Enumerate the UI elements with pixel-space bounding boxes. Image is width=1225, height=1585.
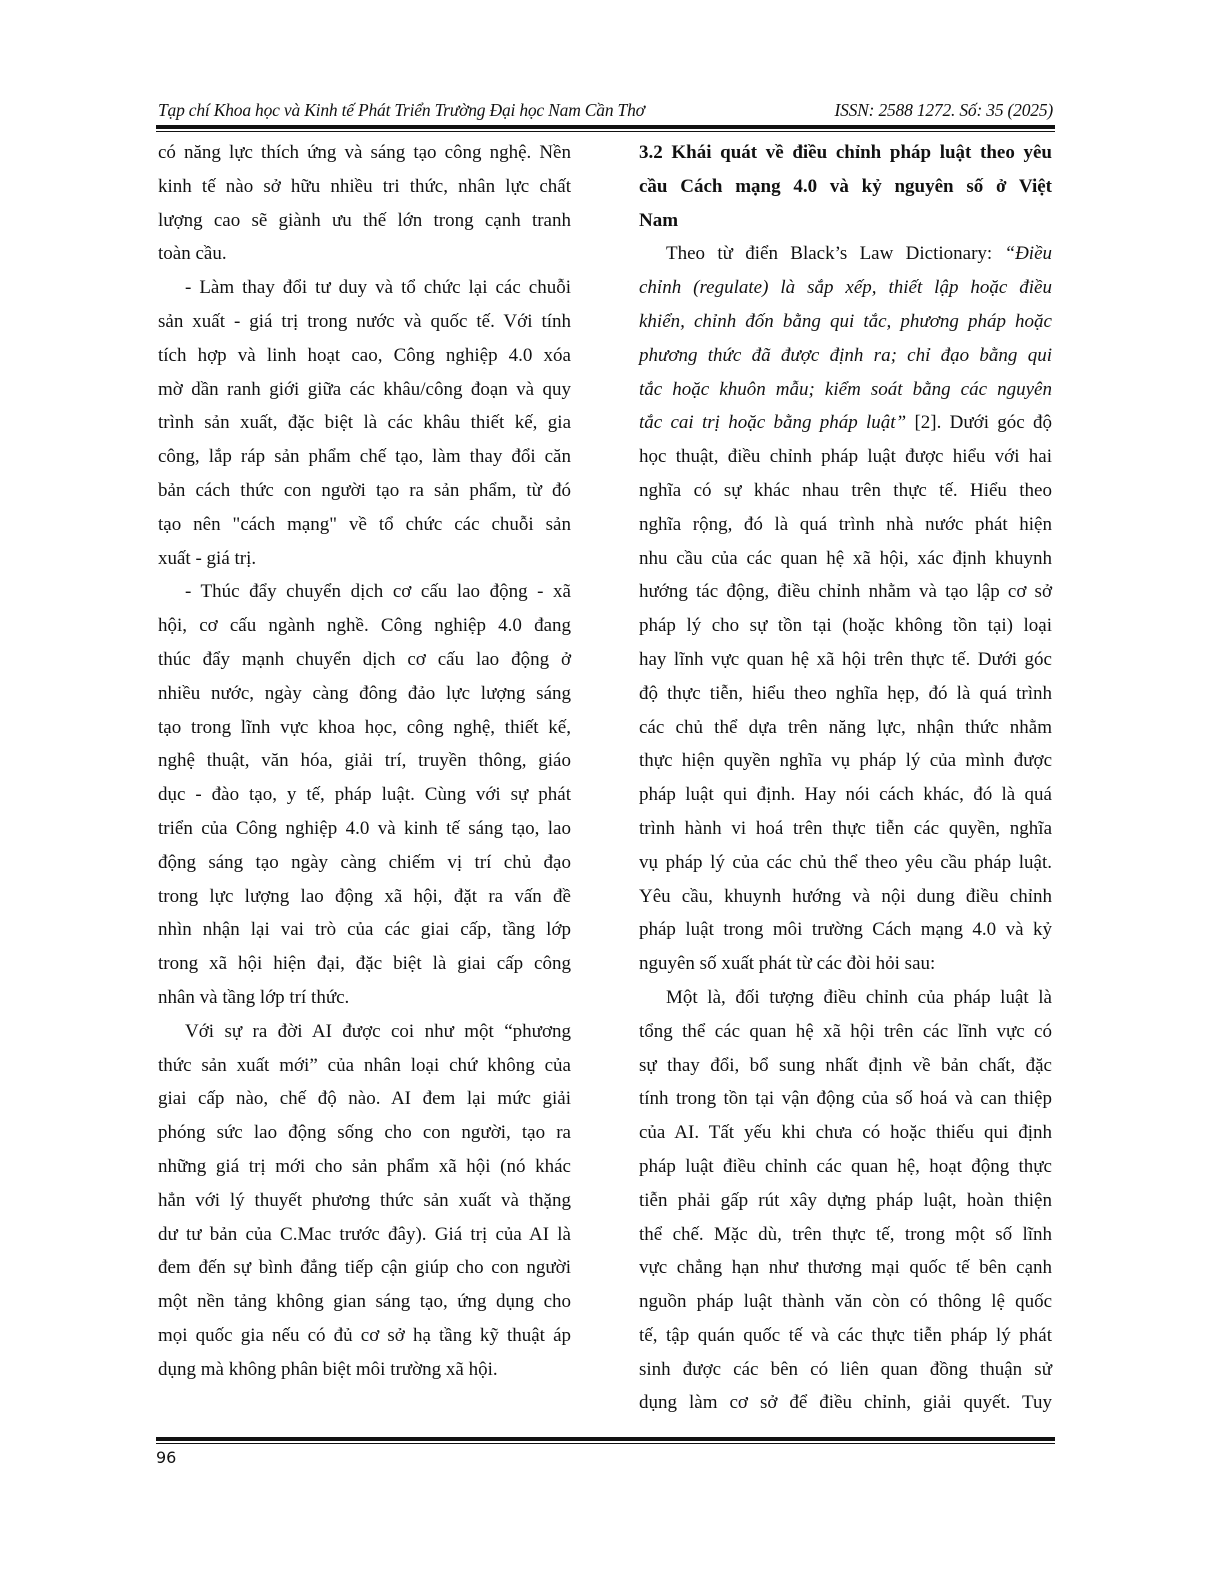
footer-rule-thin (156, 1443, 1055, 1444)
text-span: nghĩa rộng, đó là quá trình nhà nước phát hiện (639, 513, 1052, 535)
text-span: hướng tác động, điều chỉnh nhằm và tạo lập cơ sở (639, 581, 1052, 603)
text-span: tiễn phải gấp rút xây dựng pháp luật, hoàn thiện (639, 1189, 1052, 1211)
text-span: xuất - giá trị. (158, 547, 257, 569)
text-span: giai cấp nào, chế độ nào. AI đem lại mức giải (158, 1088, 571, 1110)
text-line (639, 474, 1052, 508)
text-line (639, 508, 1052, 542)
text-line (639, 1386, 1052, 1420)
text-line (158, 339, 571, 373)
text-span: động sáng tạo ngày càng chiếm vị trí chủ đạo (158, 851, 571, 873)
text-span: Với sự ra đời AI được coi như một “phương (185, 1020, 571, 1042)
text-line (158, 1184, 571, 1218)
quoted-text: khiển, chỉnh đốn bằng qui tắc, phương pháp hoặc (639, 310, 1052, 332)
running-header (158, 100, 1053, 124)
text-span: hay lĩnh vực quan hệ xã hội trên thực tế. Dưới góc (639, 648, 1052, 670)
text-line (158, 1116, 571, 1150)
text-span: vực chẳng hạn như thương mại quốc tế bên cạnh (639, 1257, 1052, 1279)
text-span: triển của Công nghiệp 4.0 và kinh tế sáng tạo, lao (158, 817, 571, 839)
text-span: của AI. Tất yếu khi chưa có hoặc thiếu qui định (639, 1122, 1052, 1144)
text-span: sự thay đổi, bổ sung nhất định về bản chất, đặc (639, 1054, 1052, 1076)
text-line (158, 271, 571, 305)
text-line (639, 1150, 1052, 1184)
text-span: dụng làm cơ sở để điều chỉnh, giải quyết. Tuy (639, 1392, 1052, 1414)
text-span: hẳn với lý thuyết phương thức sản xuất và thặng (158, 1189, 571, 1211)
text-span: tích hợp và linh hoạt cao, Công nghiệp 4.0 xóa (158, 344, 571, 366)
text-line (158, 1218, 571, 1252)
text-span: kinh tế nào sở hữu nhiều tri thức, nhân lực chất (158, 175, 571, 197)
text-span: tạo nên "cách mạng" về tổ chức các chuỗi sản (158, 513, 571, 535)
paragraph (639, 237, 1052, 981)
text-span: dư tư bản của C.Mac trước đây). Giá trị của AI là (158, 1223, 571, 1245)
text-line (639, 1116, 1052, 1150)
text-span: bản cách thức con người tạo ra sản phẩm, từ đó (158, 479, 571, 501)
text-line (158, 677, 571, 711)
quoted-text: chỉnh (regulate) là sắp xếp, thiết lập hoặc điều (639, 277, 1052, 299)
text-line (158, 778, 571, 812)
text-line (158, 542, 571, 576)
text-span: nhiều nước, ngày càng đông đảo lực lượng sáng (158, 682, 571, 704)
text-span: tính trong tồn tại vận động của số hoá và can thiệp (639, 1088, 1052, 1110)
text-span: có năng lực thích ứng và sáng tạo công nghệ. Nền (158, 142, 571, 163)
text-span: tạo trong lĩnh vực khoa học, công nghệ, thiết kế, (158, 716, 571, 738)
text-span: trình sản xuất, đặc biệt là các khâu thiết kế, gia (158, 412, 571, 434)
text-span: - Làm thay đổi tư duy và tổ chức lại các chuỗi (185, 277, 571, 299)
header-rule-thick (156, 125, 1055, 129)
issn-issue: ISSN: 2588 1272. Số: 35 (2025) (834, 100, 1053, 120)
text-line (158, 204, 571, 238)
text-line (639, 1251, 1052, 1285)
text-span: tổng thể các quan hệ xã hội trên các lĩnh vực có (639, 1020, 1052, 1042)
text-span: những giá trị mới cho sản phẩm xã hội (nó khác (158, 1155, 571, 1177)
text-line (158, 711, 571, 745)
footer-rule-thick (156, 1437, 1055, 1441)
text-line (639, 880, 1052, 914)
text-line (639, 812, 1052, 846)
quoted-text: phương thức đã được định ra; chỉ đạo bằng qui (639, 344, 1052, 366)
text-span: nguồn pháp luật thành văn còn có thông lệ quốc (639, 1291, 1052, 1313)
text-line (158, 373, 571, 407)
left-column (158, 136, 571, 1386)
text-span: pháp lý cho sự tồn tại (hoặc không tồn tại) loại (639, 615, 1052, 637)
quoted-text: tắc hoặc khuôn mẫu; kiểm soát bằng các nguyên (639, 378, 1052, 400)
section-heading-text: cầu Cách mạng 4.0 và kỷ nguyên số ở Việt (639, 175, 1052, 197)
text-span: trong xã hội hiện đại, đặc biệt là giai cấp công (158, 953, 571, 975)
text-span: - Thúc đẩy chuyển dịch cơ cấu lao động - xã (185, 581, 571, 603)
text-span: dục - đào tạo, y tế, pháp luật. Cùng với sự phát (158, 784, 571, 806)
text-line (639, 575, 1052, 609)
text-line (158, 1150, 571, 1184)
text-span: pháp luật trong môi trường Cách mạng 4.0 và kỷ (639, 919, 1052, 941)
text-line (639, 1218, 1052, 1252)
text-span: sinh được các bên có liên quan đồng thuận sử (639, 1358, 1052, 1380)
text-span: một nền tảng không gian sáng tạo, ứng dụng cho (158, 1291, 571, 1313)
text-span: nhân và tầng lớp trí thức. (158, 986, 350, 1008)
text-span: tế, tập quán quốc tế và các thực tiễn pháp lý phát (639, 1324, 1052, 1346)
text-line (639, 1319, 1052, 1353)
text-line (639, 913, 1052, 947)
text-line (639, 711, 1052, 745)
text-line (158, 136, 571, 170)
journal-title: Tạp chí Khoa học và Kinh tế Phát Triển Trường Đại học Nam Cần Thơ (158, 100, 645, 120)
paragraph (639, 136, 1052, 237)
text-line (639, 1049, 1052, 1083)
text-span: Một là, đối tượng điều chỉnh của pháp luật là (666, 986, 1052, 1008)
text-span: thể chế. Mặc dù, trên thực tế, trong một số lĩnh (639, 1223, 1052, 1245)
header-rule-thin (156, 131, 1055, 132)
text-line (639, 170, 1052, 204)
text-span: pháp luật qui định. Hay nói cách khác, đó là quá (639, 784, 1052, 806)
text-line (158, 1319, 571, 1353)
text-line (158, 575, 571, 609)
text-line (639, 305, 1052, 339)
page-number: 96 (156, 1448, 177, 1467)
text-line (158, 846, 571, 880)
text-line (158, 440, 571, 474)
text-line (158, 170, 571, 204)
text-line (158, 474, 571, 508)
text-line (639, 643, 1052, 677)
text-line (158, 406, 571, 440)
text-span: Yêu cầu, khuynh hướng và nội dung điều chỉnh (639, 885, 1052, 907)
text-span: pháp luật điều chỉnh các quan hệ, hoạt động thực (639, 1155, 1052, 1177)
text-line (158, 913, 571, 947)
text-line (639, 204, 1052, 238)
text-line (639, 373, 1052, 407)
text-span: thúc đẩy mạnh chuyển dịch cơ cấu lao động ở (158, 648, 571, 670)
text-span: toàn cầu. (158, 243, 227, 265)
text-line (158, 744, 571, 778)
text-line (639, 947, 1052, 981)
text-line (158, 1251, 571, 1285)
right-column (639, 136, 1052, 1420)
text-line (639, 1184, 1052, 1218)
text-line (158, 508, 571, 542)
text-line (639, 1353, 1052, 1387)
text-span: độ thực tiễn, hiểu theo nghĩa hẹp, đó là quá trình (639, 682, 1052, 704)
text-line (158, 305, 571, 339)
text-line (158, 237, 571, 271)
paragraph (158, 136, 571, 271)
text-span: trình hành vi hoá trên thực tiễn các quyền, nghĩa (639, 817, 1052, 839)
text-line (639, 778, 1052, 812)
text-span: nguyên số xuất phát từ các đòi hỏi sau: (639, 953, 936, 975)
text-span: thực hiện quyền nghĩa vụ pháp lý của mình được (639, 750, 1052, 772)
text-line (639, 271, 1052, 305)
paragraph (158, 271, 571, 575)
text-line (639, 1082, 1052, 1116)
text-line (158, 1353, 571, 1387)
text-line (639, 677, 1052, 711)
text-line (639, 440, 1052, 474)
paragraph (158, 1015, 571, 1387)
paragraph (158, 575, 571, 1014)
text-line (639, 846, 1052, 880)
text-line (639, 1015, 1052, 1049)
text-line (639, 237, 1052, 271)
text-span: nghệ thuật, văn hóa, giải trí, truyền thông, giáo (158, 750, 571, 772)
text-line (158, 609, 571, 643)
text-line (639, 136, 1052, 170)
quoted-text: tắc cai trị hoặc bằng pháp luật” (639, 412, 907, 434)
text-span: lượng cao sẽ giành ưu thế lớn trong cạnh tranh (158, 209, 571, 231)
text-span: trong lực lượng lao động xã hội, đặt ra vấn đề (158, 885, 571, 907)
paragraph (639, 981, 1052, 1420)
text-line (639, 981, 1052, 1015)
text-line (639, 542, 1052, 576)
text-span: vụ pháp lý của các chủ thể theo yêu cầu pháp luật. (639, 851, 1052, 873)
text-span: mờ dần ranh giới giữa các khâu/công đoạn và quy (158, 378, 571, 400)
text-span: học thuật, điều chỉnh pháp luật được hiểu với hai (639, 446, 1052, 468)
text-line (158, 1015, 571, 1049)
text-line (639, 339, 1052, 373)
text-span: hội, cơ cấu ngành nghề. Công nghiệp 4.0 đang (158, 615, 571, 637)
text-span: công, lắp ráp sản phẩm chế tạo, làm thay đổi căn (158, 446, 571, 468)
text-span: các chủ thể dựa trên năng lực, nhận thức nhằm (639, 716, 1052, 738)
text-line (158, 981, 571, 1015)
text-span: nhu cầu của các quan hệ xã hội, xác định khuynh (639, 547, 1052, 569)
text-line (639, 744, 1052, 778)
text-line (158, 1285, 571, 1319)
text-line (639, 609, 1052, 643)
text-span: đem đến sự bình đẳng tiếp cận giúp cho con người (158, 1257, 571, 1279)
text-span: nghĩa có sự khác nhau trên thực tế. Hiểu theo (639, 479, 1052, 501)
quoted-text: “Điều (1004, 243, 1052, 265)
text-line (639, 1285, 1052, 1319)
section-heading-text: Nam (639, 209, 679, 231)
text-line (639, 406, 1052, 440)
text-line (158, 880, 571, 914)
text-line (158, 812, 571, 846)
section-heading-text: 3.2 Khái quát về điều chỉnh pháp luật theo yêu (639, 142, 1052, 163)
text-span: mọi quốc gia nếu có đủ cơ sở hạ tầng kỹ thuật áp (158, 1324, 571, 1346)
text-line (158, 947, 571, 981)
text-span: Theo từ điển Black’s Law Dictionary: (666, 243, 1005, 265)
text-line (158, 643, 571, 677)
text-span: phóng sức lao động sống cho con người, tạo ra (158, 1122, 571, 1144)
text-span: nhìn nhận lại vai trò của các giai cấp, tầng lớp (158, 919, 571, 941)
text-span: [2]. Dưới góc độ (906, 412, 1053, 434)
text-line (158, 1082, 571, 1116)
text-span: sản xuất - giá trị trong nước và quốc tế. Với tính (158, 310, 571, 332)
text-line (158, 1049, 571, 1083)
text-span: thức sản xuất mới” của nhân loại chứ không của (158, 1054, 571, 1076)
text-span: dụng mà không phân biệt môi trường xã hội. (158, 1358, 498, 1380)
